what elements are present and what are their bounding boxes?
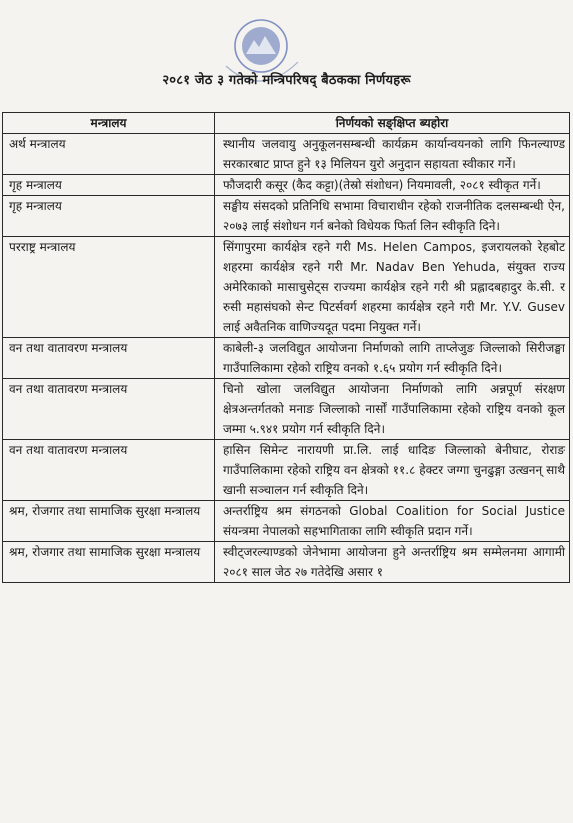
column-header-ministry: मन्त्रालय: [3, 113, 215, 134]
table-row: [3, 542, 570, 583]
ministry-cell: श्रम, रोजगार तथा सामाजिक सुरक्षा मन्त्रालय: [3, 501, 215, 542]
decision-cell: चिनो खोला जलविद्युत आयोजना निर्माणको लागि अन्नपूर्ण संरक्षण क्षेत्रअन्तर्गतको मनाङ जिल्लाको नार्सों गाउँपालिकामा रहेको राष्ट्रिय वनको कूल जम्मा ५.९४१ प्रयोग गर्न स्वीकृति दिने।: [215, 379, 570, 440]
table-row: [3, 175, 570, 196]
ministry-cell: श्रम, रोजगार तथा सामाजिक सुरक्षा मन्त्रालय: [3, 542, 215, 583]
column-header-decision: निर्णयको सङ्क्षिप्त ब्यहोरा: [215, 113, 570, 134]
decision-cell: फौजदारी कसूर (कैद कट्टा)(तेस्रो संशोधन) नियमावली, २०८१ स्वीकृत गर्ने।: [215, 175, 570, 196]
table-row: [3, 134, 570, 175]
decision-cell: स्वीट्जरल्याण्डको जेनेभामा आयोजना हुने अन्तर्राष्ट्रिय श्रम सम्मेलनमा आगामी २०८१ साल जेठ २७ गतेदेखि असार १: [215, 542, 570, 583]
decision-cell: अन्तर्राष्ट्रिय श्रम संगठनको Global Coalition for Social Justice संयन्त्रमा नेपालको सहभागिताका लागि स्वीकृति प्रदान गर्ने।: [215, 501, 570, 542]
ministry-cell: वन तथा वातावरण मन्त्रालय: [3, 379, 215, 440]
table-row: [3, 440, 570, 501]
ministry-cell: अर्थ मन्त्रालय: [3, 134, 215, 175]
ministry-cell: गृह मन्त्रालय: [3, 175, 215, 196]
table-header-row: [3, 113, 570, 134]
decision-cell: सिंगापुरमा कार्यक्षेत्र रहने गरी Ms. Helen Campos, इजरायलको रेहबोट शहरमा कार्यक्षेत्र रहने गरी Mr. Nadav Ben Yehuda, संयुक्त राज्य अमेरिकाको मासाचुसेट्स राज्यमा कार्यक्षेत्र रहने गरी श्री प्रह्लादबहादुर के.सी. र रुसी महासंघको सेन्ट पिटर्सवर्ग शहरमा कार्यक्षेत्र रहने गरी Mr. Y.V. Gusev लाई अवैतनिक वाणिज्यदूत पदमा नियुक्त गर्ने।: [215, 237, 570, 338]
ministry-cell: परराष्ट्र मन्त्रालय: [3, 237, 215, 338]
table-row: [3, 237, 570, 338]
table-row: [3, 338, 570, 379]
decision-cell: सङ्घीय संसदको प्रतिनिधि सभामा विचाराधीन रहेको राजनीतिक दलसम्बन्धी ऐन, २०७३ लाई संशोधन गर्न बनेको विधेयक फिर्ता लिन स्वीकृति दिने।: [215, 196, 570, 237]
ministry-cell: वन तथा वातावरण मन्त्रालय: [3, 440, 215, 501]
ministry-cell: गृह मन्त्रालय: [3, 196, 215, 237]
decision-cell: हासिन सिमेन्ट नारायणी प्रा.लि. लाई धादिङ जिल्लाको बेनीघाट, रोराङ गाउँपालिकामा रहेको राष्ट्रिय वन क्षेत्रको ११.८ हेक्टर जग्गा चुनढुङ्गा उत्खनन् साथै खानी सञ्चालन गर्न स्वीकृति दिने।: [215, 440, 570, 501]
table-row: [3, 196, 570, 237]
decision-cell: काबेली-३ जलविद्युत आयोजना निर्माणको लागि ताप्लेजुङ जिल्लाको सिरीजङ्घा गाउँपालिकामा रहेको राष्ट्रिय वनको १.६५ प्रयोग गर्न स्वीकृति दिने।: [215, 338, 570, 379]
table-row: [3, 379, 570, 440]
decisions-table: [2, 112, 570, 583]
page-title: २०८१ जेठ ३ गतेको मन्त्रिपरिषद् बैठकका निर्णयहरू: [162, 73, 411, 88]
ministry-cell: वन तथा वातावरण मन्त्रालय: [3, 338, 215, 379]
decision-cell: स्थानीय जलवायु अनुकूलनसम्बन्धी कार्यक्रम कार्यान्वयनको लागि फिनल्याण्ड सरकारबाट प्राप्त हुने १३ मिलियन युरो अनुदान सहायता स्वीकार गर्ने।: [215, 134, 570, 175]
table-row: [3, 501, 570, 542]
